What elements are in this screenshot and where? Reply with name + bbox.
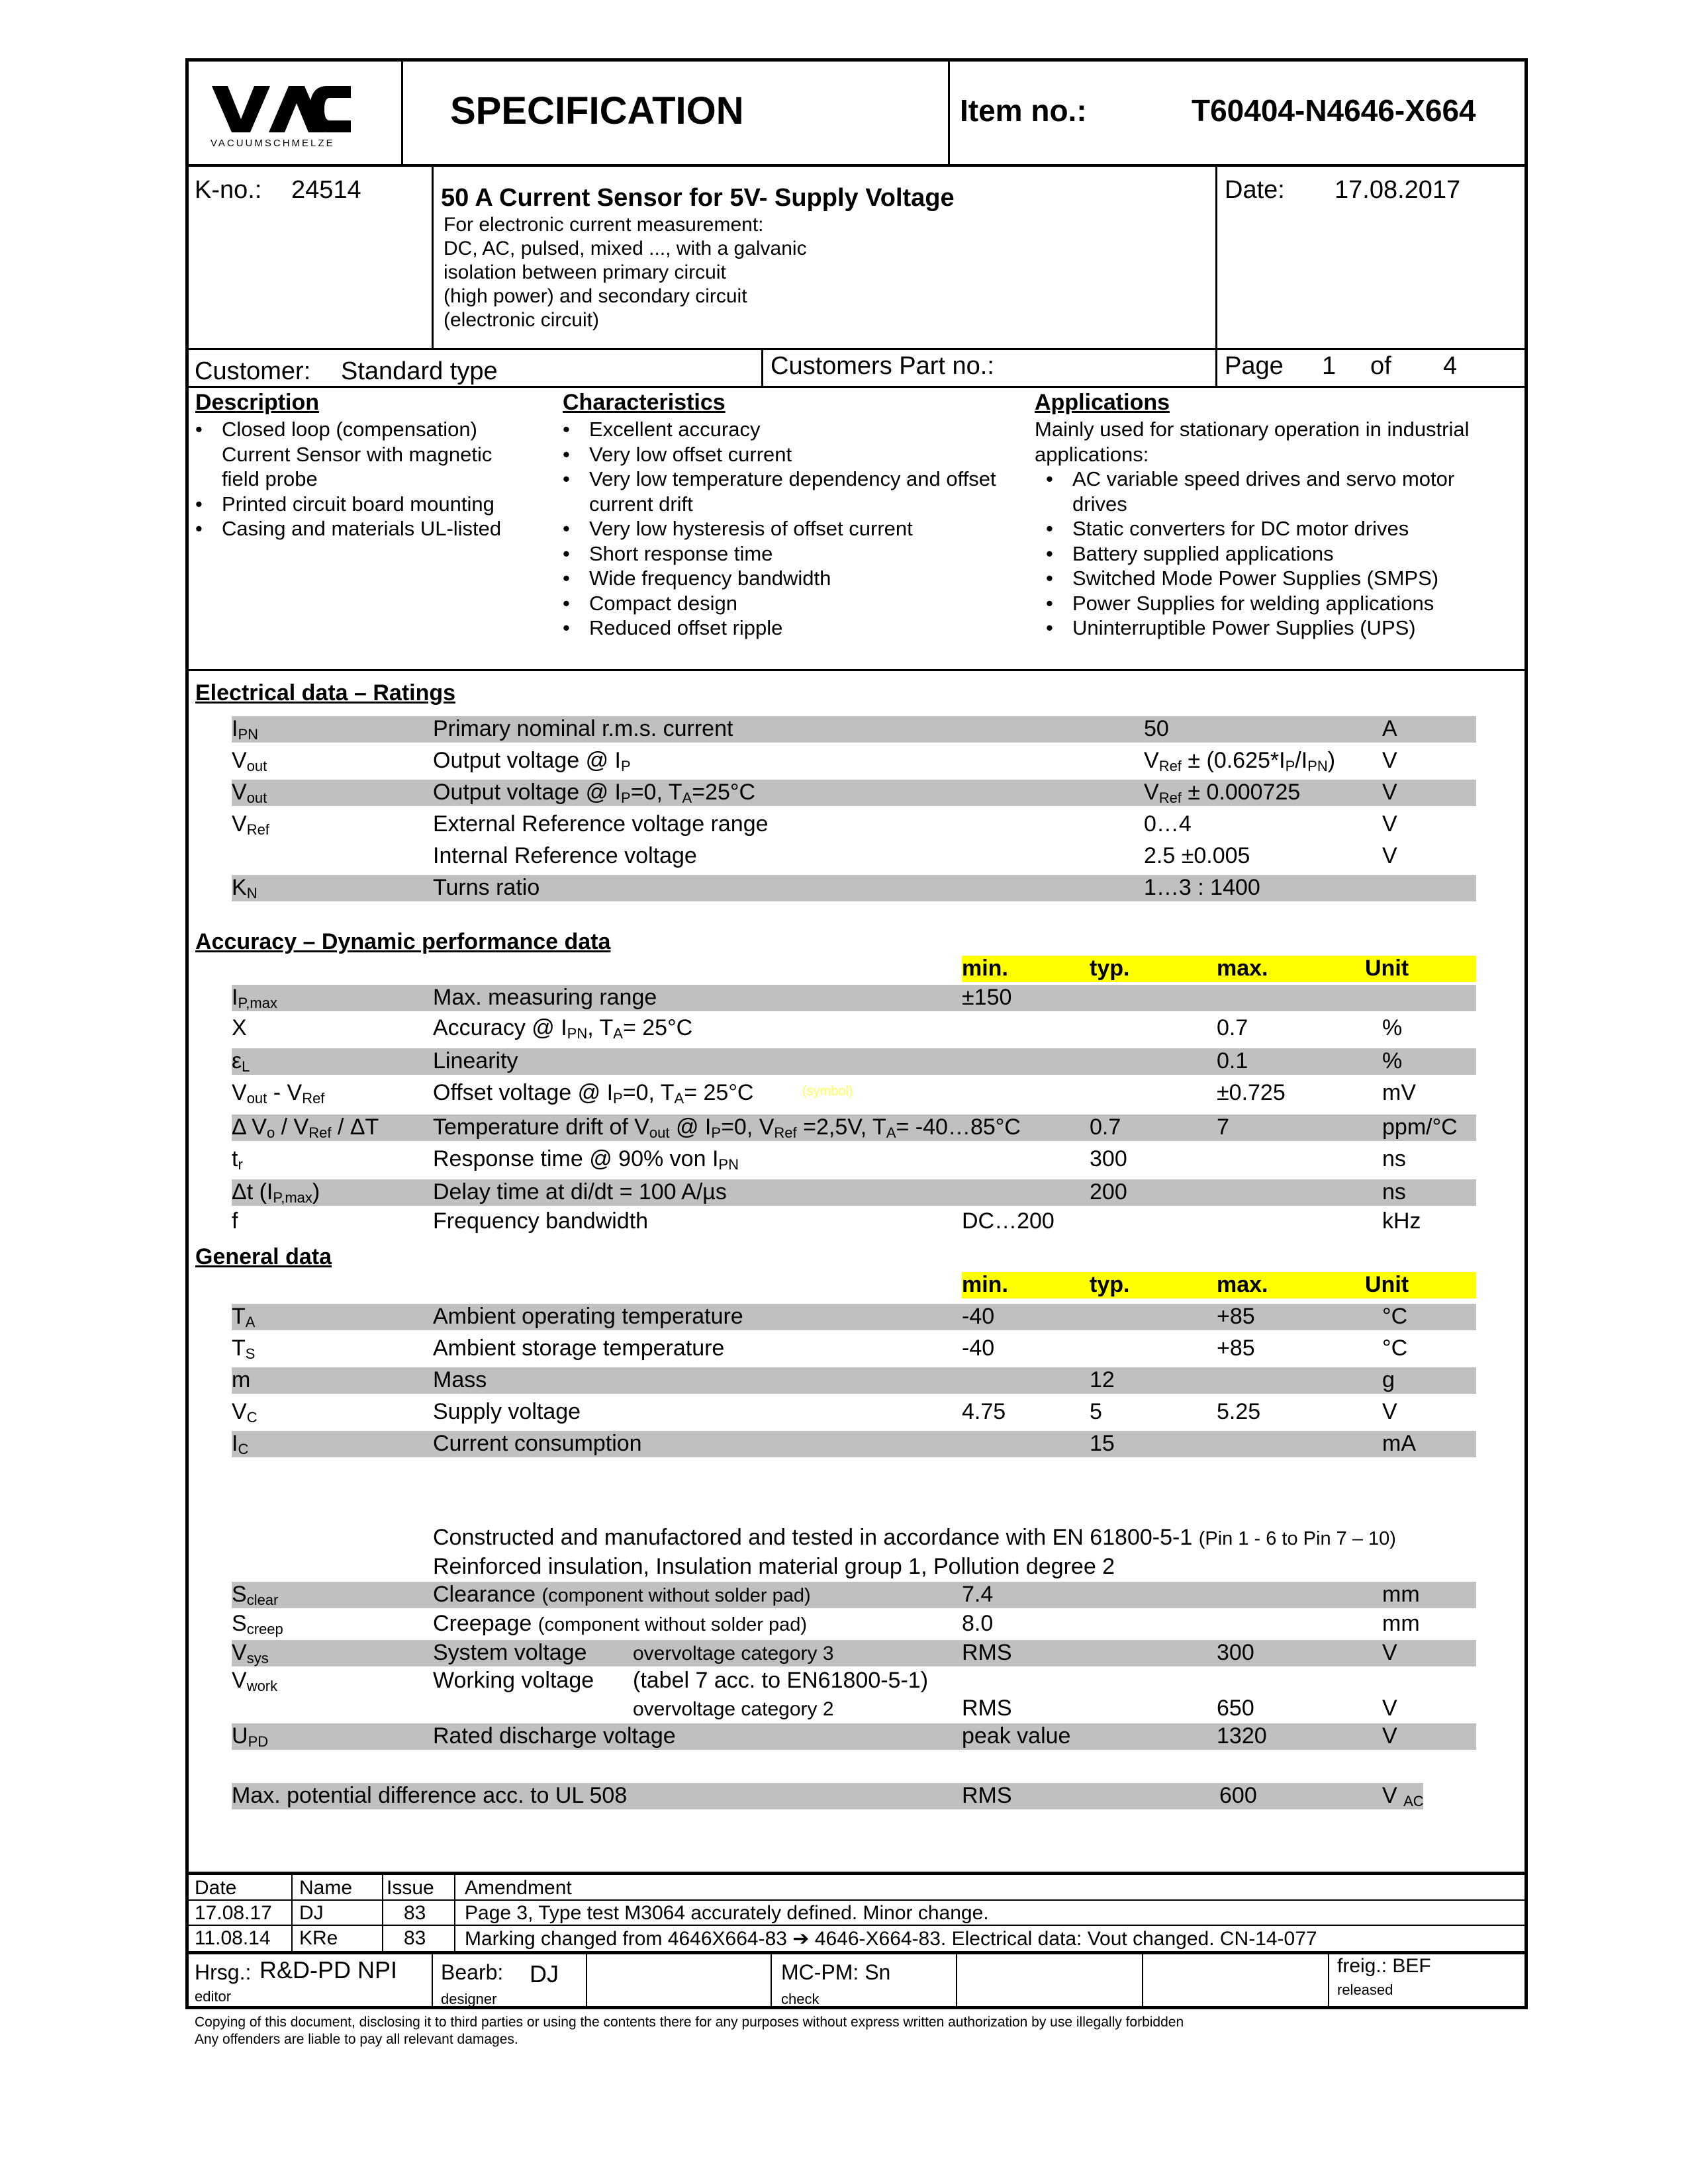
table-row [232, 842, 1476, 871]
param-unit: °C [1382, 1304, 1408, 1329]
col-typ: typ. [1090, 956, 1130, 981]
param-typ: 5 [1090, 1399, 1102, 1424]
list-item: • Short response time [563, 541, 1019, 567]
symbol-screep: $S_{creep}$ [232, 1611, 283, 1637]
amend-issue: 83 [404, 1902, 426, 1924]
param-value: 1…3 : 1400 [1144, 875, 1260, 900]
param-value: 300 [1217, 1640, 1254, 1665]
col-unit: Unit [1365, 1272, 1409, 1297]
symbol-epsilon: $\varepsilon_L$ [232, 1048, 250, 1075]
param-typ: 12 [1090, 1367, 1115, 1392]
symbol-sclear: $S_{clear}$ [232, 1582, 279, 1608]
symbol-ta: $T_A$ [232, 1304, 256, 1330]
param-max: +85 [1217, 1336, 1255, 1361]
released-caption: released [1337, 1981, 1393, 1998]
amend-col-line [382, 1873, 383, 1952]
kno-value: 24514 [291, 176, 361, 204]
table-row [232, 1366, 1476, 1395]
param-max: 5.25 [1217, 1399, 1261, 1424]
param-name: Response time @ 90% von $I_{PN}$ [433, 1146, 739, 1173]
param-unit: V [1382, 1640, 1397, 1665]
param-name: Temperature drift of $V_{out}$ @ $I_P=0$, $V_{Ref} =2,5V$, $T_A=$ -40…85°C [433, 1115, 1021, 1141]
table-row [232, 1430, 1476, 1459]
table-row [232, 715, 1476, 744]
vac-logo [211, 85, 353, 138]
logo-subtitle: VACUUMSCHMELZE [211, 138, 335, 149]
param-name: Accuracy @ $I_{PN}$, $T_A= 25^\circ C$ [433, 1015, 693, 1042]
table-row [232, 1580, 1476, 1610]
copyright-line: Copying of this document, disclosing it to third parties or using the contents there for any purposes without express written authorization by use illegally forbidden [195, 2015, 1184, 2030]
table-row [232, 1113, 1476, 1142]
table-row [232, 1722, 1476, 1751]
list-item: • Excellent accuracy [563, 417, 1019, 442]
amend-date: 11.08.14 [195, 1927, 271, 1949]
freig-label: freig.: BEF [1337, 1955, 1431, 1977]
list-item: • Closed loop (compensation) Current Sensor with magnetic field probe [195, 417, 526, 492]
list-item: • Very low offset current [563, 442, 1019, 467]
table-row [232, 1047, 1476, 1076]
insulation-text: Reinforced insulation, Insulation material group 1, Pollution degree 2 [433, 1554, 1115, 1579]
kno-label: K-no.: [195, 176, 262, 204]
param-unit: g [1382, 1367, 1395, 1392]
applications-intro: Mainly used for stationary operation in industrial applications: [1035, 418, 1470, 466]
amend-name: KRe [299, 1927, 338, 1949]
page-total: 4 [1443, 352, 1458, 380]
document-title: SPECIFICATION [450, 89, 744, 132]
param-value: 0…4 [1144, 811, 1192, 837]
amend-col-line [291, 1873, 293, 1952]
list-item: • Static converters for DC motor drives [1046, 516, 1503, 541]
table-row [232, 747, 1476, 776]
param-unit: °C [1382, 1336, 1408, 1361]
list-item: • Power Supplies for welding applications [1046, 591, 1503, 616]
page-label: Page [1225, 352, 1284, 380]
param-unit: mm [1382, 1611, 1420, 1636]
param-note: overvoltage category 3 [633, 1643, 834, 1664]
symbol-vref: $V_{Ref}$ [232, 811, 269, 838]
accuracy-heading: Accuracy – Dynamic performance data [195, 929, 611, 954]
symbol-offset: $V_{out} - V_{Ref}$ [232, 1080, 325, 1107]
param-value: 1320 [1217, 1723, 1267, 1749]
param-max: +85 [1217, 1304, 1255, 1329]
designer-caption: designer [441, 1991, 497, 2007]
header-bottom-line [185, 164, 1528, 167]
param-value: $V_{Ref} \pm (0.625*I_P/I_{PN})$ [1144, 748, 1336, 774]
param-value: 650 [1217, 1696, 1254, 1721]
list-item: • Very low hysteresis of offset current [563, 516, 1019, 541]
param-name: System voltage [433, 1640, 587, 1665]
col-min: min. [962, 1272, 1008, 1297]
param-name: Frequency bandwidth [433, 1208, 649, 1234]
amend-header-date: Date [195, 1877, 237, 1899]
product-desc-line: For electronic current measurement: [444, 214, 764, 236]
info-divider [1215, 165, 1217, 387]
info-line [185, 348, 1528, 350]
info-line [185, 386, 1528, 388]
footer-col-line [771, 1954, 772, 2008]
param-unit: mm [1382, 1582, 1420, 1607]
product-desc-line: (electronic circuit) [444, 309, 600, 331]
table-row [232, 1610, 1476, 1639]
param-unit: V [1382, 1399, 1397, 1424]
editor-caption: editor [195, 1988, 232, 2005]
param-name: Delay time at di/dt = 100 A/µs [433, 1179, 727, 1205]
col-unit: Unit [1365, 956, 1409, 981]
amend-bottom-line [185, 1951, 1528, 1954]
product-desc-line: (high power) and secondary circuit [444, 285, 747, 307]
list-item: • Printed circuit board mounting [195, 492, 526, 517]
hrsg-label: Hrsg.: [195, 1960, 252, 1984]
param-unit: V [1382, 780, 1397, 805]
list-item: • Switched Mode Power Supplies (SMPS) [1046, 566, 1503, 591]
symbol-ipmax: $I_{P,max}$ [232, 985, 277, 1011]
param-unit: V [1382, 811, 1397, 837]
amend-header-amendment: Amendment [465, 1877, 572, 1899]
symbol-ts: $T_S$ [232, 1336, 256, 1362]
amend-text: Marking changed from 4646X664-83 ➔ 4646-X664-83. Electrical data: Vout changed. CN-14-077 [465, 1928, 1317, 1950]
list-item: • AC variable speed drives and servo motor drives [1046, 467, 1503, 516]
info-divider [761, 349, 763, 387]
insulation-line [232, 1524, 1476, 1553]
col-max: max. [1217, 956, 1268, 981]
param-name: Output voltage @ $I_P$ [433, 748, 631, 774]
table-row [232, 1398, 1476, 1427]
param-typ: 15 [1090, 1431, 1115, 1456]
amend-issue: 83 [404, 1927, 426, 1949]
symbol-vsys: $V_{sys}$ [232, 1640, 269, 1666]
col-typ: typ. [1090, 1272, 1130, 1297]
item-number: T60404-N4646-X664 [1192, 93, 1476, 128]
customer-part-label: Customers Part no.: [771, 352, 994, 380]
description-list [195, 417, 526, 541]
table-row [232, 1014, 1476, 1043]
param-unit: ns [1382, 1146, 1406, 1171]
column-header-row [232, 1271, 1476, 1300]
param-name: Clearance (component without solder pad) [433, 1582, 811, 1607]
param-name: External Reference voltage range [433, 811, 769, 837]
param-value: 8.0 [962, 1611, 994, 1636]
table-row [232, 1145, 1476, 1174]
symbol-kn: $K_N$ [232, 875, 258, 901]
mcpm-label: MC-PM: Sn [781, 1960, 891, 1984]
info-divider [432, 165, 434, 349]
list-item: • Very low temperature dependency and offset current drift [563, 467, 1019, 516]
param-min: -40 [962, 1304, 995, 1329]
param-unit: V [1382, 843, 1397, 868]
bearb-value: DJ [530, 1960, 559, 1987]
symbol-drift: Δ $V_o / V_{Ref}$ / ΔT [232, 1115, 379, 1141]
param-name: Creepage (component without solder pad) [433, 1611, 808, 1636]
param-name: Rated discharge voltage [433, 1723, 676, 1749]
param-unit: kHz [1382, 1208, 1421, 1234]
param-value: 600 [1219, 1783, 1257, 1808]
product-desc-line: isolation between primary circuit [444, 261, 726, 283]
symbol-ipn: $I_{PN}$ [232, 716, 259, 743]
param-name: Supply voltage [433, 1399, 581, 1424]
param-max: 7 [1217, 1115, 1229, 1140]
param-unit: % [1382, 1048, 1403, 1073]
table-row [232, 1782, 1476, 1811]
symbol-tr: $t_r$ [232, 1146, 243, 1173]
param-name: Internal Reference voltage [433, 843, 697, 868]
amend-date: 17.08.17 [195, 1902, 272, 1924]
bearb-label: Bearb: [441, 1960, 504, 1984]
symbol-x: X [232, 1015, 247, 1040]
param-typ: 300 [1090, 1146, 1127, 1171]
param-max: 0.7 [1217, 1015, 1248, 1040]
param-name: Ambient storage temperature [433, 1336, 725, 1361]
table-row [232, 1207, 1476, 1236]
applications-heading: Applications [1035, 390, 1170, 415]
product-desc-line: DC, AC, pulsed, mixed ..., with a galvanic [444, 238, 807, 259]
col-min: min. [962, 956, 1008, 981]
param-type: peak value [962, 1723, 1071, 1749]
check-caption: check [781, 1991, 820, 2007]
param-typ: 200 [1090, 1179, 1127, 1205]
header-divider [401, 60, 403, 165]
copyright-line: Any offenders are liable to pay all relevant damages. [195, 2032, 518, 2047]
param-name: Linearity [433, 1048, 518, 1073]
page-of: of [1370, 352, 1391, 380]
symbol-vwork: $V_{work}$ [232, 1668, 278, 1694]
table-row [232, 1079, 1476, 1108]
list-item: • Wide frequency bandwidth [563, 566, 1019, 591]
param-unit: % [1382, 1015, 1403, 1040]
symbol-delay: Δt $(I_{P,max})$ [232, 1179, 320, 1206]
insulation-line [232, 1553, 1476, 1582]
amend-line [185, 1925, 1528, 1926]
vac-logo-graphic [211, 85, 353, 138]
table-row [232, 1639, 1476, 1668]
param-name: Ambient operating temperature [433, 1304, 743, 1329]
general-heading: General data [195, 1244, 332, 1269]
product-description [444, 213, 807, 332]
param-unit: ppm/°C [1382, 1115, 1458, 1140]
param-unit: V [1382, 1696, 1397, 1721]
param-type: RMS [962, 1696, 1012, 1721]
table-row [232, 810, 1476, 839]
footer-col-line [1142, 1954, 1143, 2008]
symbol-m: m [232, 1367, 251, 1392]
param-unit: mV [1382, 1080, 1416, 1105]
param-value: $V_{Ref} \pm 0.000725$ [1144, 780, 1301, 806]
table-row [232, 1178, 1476, 1207]
symbol-upd: $U_{PD}$ [232, 1723, 269, 1750]
amend-header-name: Name [299, 1877, 353, 1899]
param-max: ±0.725 [1217, 1080, 1286, 1105]
param-min: -40 [962, 1336, 995, 1361]
characteristics-list [563, 417, 1019, 641]
product-title: 50 A Current Sensor for 5V- Supply Voltage [441, 184, 955, 212]
symbol-vc: $V_C$ [232, 1399, 258, 1426]
param-value: 50 [1144, 716, 1169, 741]
description-heading: Description [195, 390, 320, 415]
col-max: max. [1217, 1272, 1268, 1297]
param-min: 4.75 [962, 1399, 1006, 1424]
column-header-row [232, 954, 1476, 983]
list-item: • Casing and materials UL-listed [195, 516, 526, 541]
footer-col-line [432, 1954, 433, 2008]
footer-col-line [586, 1954, 587, 2008]
amend-text: Page 3, Type test M3064 accurately defined. Minor change. [465, 1902, 989, 1924]
param-unit: ns [1382, 1179, 1406, 1205]
table-row [232, 1302, 1476, 1332]
param-name: Turns ratio [433, 875, 540, 900]
param-value: 2.5 ±0.005 [1144, 843, 1250, 868]
list-item: • Reduced offset ripple [563, 615, 1019, 641]
table-row [232, 983, 1476, 1013]
param-typ: 0.7 [1090, 1115, 1121, 1140]
amend-header-issue: Issue [387, 1877, 434, 1899]
amend-top-line [185, 1872, 1528, 1875]
param-max: 0.1 [1217, 1048, 1248, 1073]
param-min: DC…200 [962, 1208, 1055, 1234]
insulation-text: Constructed and manufactored and tested in accordance with EN 61800-5-1 (Pin 1 - 6 to Pin 7 – 10) [433, 1525, 1396, 1550]
symbol-ic: $I_C$ [232, 1431, 249, 1457]
param-note: overvoltage category 2 [633, 1698, 834, 1720]
param-min: ±150 [962, 985, 1012, 1010]
footer-col-line [1328, 1954, 1329, 2008]
table-row [232, 1334, 1476, 1363]
param-name: Max. measuring range [433, 985, 657, 1010]
customer-label: Customer: [195, 357, 311, 385]
list-item: • Uninterruptible Power Supplies (UPS) [1046, 615, 1503, 641]
amend-line [185, 1899, 1528, 1901]
param-unit: V [1382, 748, 1397, 773]
amend-name: DJ [299, 1902, 324, 1924]
date-value: 17.08.2017 [1335, 176, 1461, 204]
table-row [232, 778, 1476, 807]
list-item: • Battery supplied applications [1046, 541, 1503, 567]
param-name: Max. potential difference acc. to UL 508 [232, 1783, 628, 1808]
section-line [185, 669, 1528, 671]
ratings-heading: Electrical data – Ratings [195, 680, 456, 705]
symbol-vout: $V_{out}$ [232, 780, 267, 806]
amend-col-line [454, 1873, 455, 1952]
param-name: Output voltage @ $I_P=0$, $T_A=25^\circ C$ [433, 780, 756, 806]
param-name: Current consumption [433, 1431, 642, 1456]
param-unit: mA [1382, 1431, 1416, 1456]
header-divider [948, 60, 950, 165]
hrsg-value: R&D-PD NPI [259, 1956, 398, 1983]
param-note: (tabel 7 acc. to EN61800-5-1) [633, 1668, 929, 1693]
param-name: Working voltage [433, 1668, 594, 1693]
item-label: Item no.: [960, 93, 1087, 128]
param-unit: A [1382, 716, 1397, 741]
footer-col-line [956, 1954, 957, 2008]
table-row [232, 874, 1476, 903]
applications-list [1046, 467, 1503, 641]
param-name: Offset voltage @ $I_P=0$, $T_A= 25^\circ C$ [433, 1080, 754, 1107]
param-type: RMS [962, 1640, 1012, 1665]
param-name: Primary nominal r.m.s. current [433, 716, 733, 741]
param-unit: V [1382, 1723, 1397, 1749]
customer-value: Standard type [341, 357, 498, 385]
table-row [232, 1666, 1476, 1696]
characteristics-heading: Characteristics [563, 390, 726, 415]
param-unit: V $_{AC}$ [1382, 1783, 1424, 1809]
param-value: 7.4 [962, 1582, 994, 1607]
symbol-vout: $V_{out}$ [232, 748, 267, 774]
param-type: RMS [962, 1783, 1012, 1808]
table-row [232, 1694, 1476, 1723]
faint-mark: (symbol) [802, 1084, 853, 1099]
symbol-f: f [232, 1208, 238, 1234]
list-item: • Compact design [563, 591, 1019, 616]
date-label: Date: [1225, 176, 1285, 204]
page-number: 1 [1322, 352, 1336, 380]
param-name: Mass [433, 1367, 487, 1392]
